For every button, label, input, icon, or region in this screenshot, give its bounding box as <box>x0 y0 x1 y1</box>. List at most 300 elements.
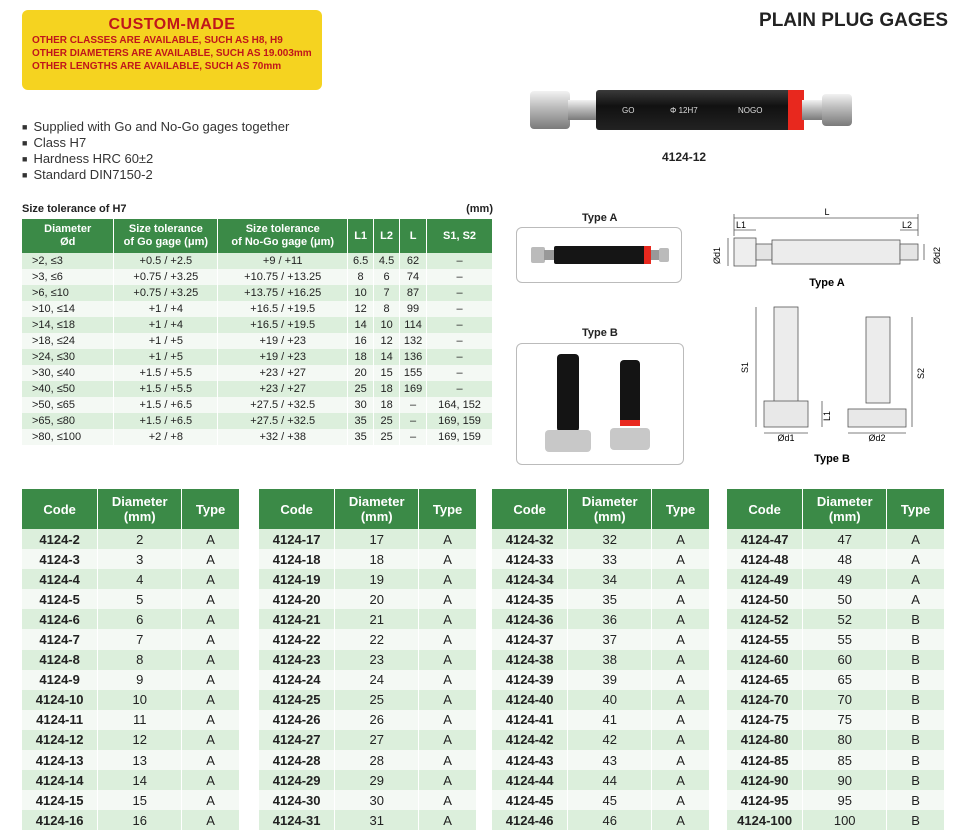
code-row <box>22 730 240 750</box>
tolerance-cell-nogo: +23 / +27 <box>218 365 348 381</box>
code-cell-dia: 28 <box>335 750 419 770</box>
code-row <box>727 690 945 710</box>
code-cell-dia: 34 <box>568 569 652 589</box>
code-cell-dia: 75 <box>803 710 887 730</box>
code-row <box>259 750 477 770</box>
code-cell-code: 4124-29 <box>259 770 335 790</box>
code-cell-dia: 44 <box>568 770 652 790</box>
code-cell-dia: 3 <box>98 549 182 569</box>
code-cell-dia: 30 <box>335 790 419 810</box>
code-row <box>22 589 240 609</box>
tolerance-cell-go: +1.5 / +6.5 <box>114 413 218 429</box>
dim-s2: S2 <box>916 367 926 379</box>
tolerance-cell-l: – <box>400 413 427 429</box>
code-row <box>727 569 945 589</box>
tolerance-cell-l1: 18 <box>348 349 374 365</box>
code-cell-type: B <box>887 770 945 790</box>
tolerance-cell-s: 169, 159 <box>427 413 493 429</box>
header-type: Type <box>887 489 945 529</box>
tolerance-cell-l1: 10 <box>348 285 374 301</box>
code-cell-code: 4124-18 <box>259 549 335 569</box>
code-cell-code: 4124-22 <box>259 629 335 649</box>
code-cell-dia: 17 <box>335 529 419 549</box>
code-cell-code: 4124-41 <box>492 710 568 730</box>
tolerance-cell-nogo: +19 / +23 <box>218 349 348 365</box>
code-cell-type: A <box>652 589 710 609</box>
code-row <box>492 609 710 629</box>
tolerance-cell-nogo: +27.5 / +32.5 <box>218 413 348 429</box>
code-cell-code: 4124-7 <box>22 629 98 649</box>
code-row <box>259 609 477 629</box>
code-row <box>492 650 710 670</box>
custom-made-line: OTHER CLASSES ARE AVAILABLE, SUCH AS H8, H9 <box>32 35 283 46</box>
code-cell-code: 4124-25 <box>259 690 335 710</box>
code-cell-code: 4124-20 <box>259 589 335 609</box>
code-row <box>492 690 710 710</box>
code-cell-code: 4124-47 <box>727 529 803 549</box>
tolerance-title: Size tolerance of H7 <box>22 203 127 215</box>
code-row <box>727 589 945 609</box>
code-cell-type: A <box>182 710 240 730</box>
tolerance-cell-nogo: +13.75 / +16.25 <box>218 285 348 301</box>
code-cell-type: A <box>182 549 240 569</box>
code-cell-code: 4124-9 <box>22 670 98 690</box>
tolerance-cell-s: – <box>427 317 493 333</box>
tolerance-cell-l2: 18 <box>374 397 400 413</box>
tolerance-unit: (mm) <box>466 203 493 215</box>
tolerance-cell-l2: 15 <box>374 365 400 381</box>
code-cell-dia: 22 <box>335 629 419 649</box>
code-cell-dia: 7 <box>98 629 182 649</box>
code-cell-code: 4124-3 <box>22 549 98 569</box>
header-diameter: Diameter Ød <box>22 219 114 253</box>
tolerance-cell-l: – <box>400 429 427 445</box>
tolerance-cell-go: +1 / +5 <box>114 349 218 365</box>
code-cell-dia: 26 <box>335 710 419 730</box>
code-row <box>259 790 477 810</box>
code-cell-dia: 55 <box>803 629 887 649</box>
code-cell-code: 4124-30 <box>259 790 335 810</box>
code-table-3 <box>492 489 710 830</box>
code-cell-type: A <box>652 690 710 710</box>
code-cell-dia: 6 <box>98 609 182 629</box>
code-cell-code: 4124-34 <box>492 569 568 589</box>
code-cell-type: A <box>652 569 710 589</box>
header-type: Type <box>182 489 240 529</box>
code-cell-type: B <box>887 690 945 710</box>
code-cell-dia: 43 <box>568 750 652 770</box>
tolerance-cell-go: +1.5 / +5.5 <box>114 365 218 381</box>
code-cell-dia: 95 <box>803 790 887 810</box>
code-row <box>259 549 477 569</box>
tolerance-row <box>22 285 493 301</box>
code-cell-type: A <box>419 810 477 830</box>
code-cell-type: A <box>182 569 240 589</box>
code-cell-dia: 46 <box>568 810 652 830</box>
code-cell-dia: 31 <box>335 810 419 830</box>
code-row <box>492 569 710 589</box>
code-cell-code: 4124-5 <box>22 589 98 609</box>
code-table-1 <box>22 489 240 830</box>
code-cell-type: A <box>182 529 240 549</box>
code-row <box>259 770 477 790</box>
code-cell-code: 4124-40 <box>492 690 568 710</box>
code-cell-code: 4124-16 <box>22 810 98 830</box>
custom-made-banner <box>22 10 322 90</box>
code-cell-type: A <box>887 529 945 549</box>
code-cell-code: 4124-100 <box>727 810 803 830</box>
code-cell-code: 4124-15 <box>22 790 98 810</box>
tolerance-cell-l1: 30 <box>348 397 374 413</box>
code-cell-code: 4124-80 <box>727 730 803 750</box>
header-code: Code <box>259 489 335 529</box>
code-cell-type: A <box>419 629 477 649</box>
tolerance-cell-go: +0.75 / +3.25 <box>114 285 218 301</box>
tolerance-cell-nogo: +16.5 / +19.5 <box>218 301 348 317</box>
tolerance-cell-l1: 16 <box>348 333 374 349</box>
code-table-2 <box>259 489 477 830</box>
code-cell-type: A <box>419 770 477 790</box>
code-cell-type: A <box>652 810 710 830</box>
code-cell-code: 4124-12 <box>22 730 98 750</box>
size-label: Φ 12H7 <box>670 106 698 115</box>
code-row <box>259 710 477 730</box>
code-cell-dia: 20 <box>335 589 419 609</box>
code-cell-code: 4124-10 <box>22 690 98 710</box>
feature-item: ■ Standard DIN7150-2 <box>22 167 289 183</box>
code-cell-dia: 65 <box>803 670 887 690</box>
code-row <box>259 650 477 670</box>
code-cell-type: A <box>182 670 240 690</box>
code-cell-type: B <box>887 609 945 629</box>
code-cell-code: 4124-75 <box>727 710 803 730</box>
code-cell-code: 4124-38 <box>492 650 568 670</box>
tolerance-cell-l2: 7 <box>374 285 400 301</box>
code-cell-type: A <box>652 670 710 690</box>
code-row <box>727 609 945 629</box>
page-title: PLAIN PLUG GAGES <box>759 10 948 31</box>
tolerance-cell-go: +1 / +4 <box>114 301 218 317</box>
code-cell-dia: 49 <box>803 569 887 589</box>
code-cell-type: A <box>182 790 240 810</box>
code-row <box>492 629 710 649</box>
code-cell-code: 4124-35 <box>492 589 568 609</box>
code-row <box>22 710 240 730</box>
tolerance-cell-s: – <box>427 285 493 301</box>
code-cell-dia: 40 <box>568 690 652 710</box>
code-cell-type: A <box>182 629 240 649</box>
code-cell-code: 4124-26 <box>259 710 335 730</box>
header-l2: L2 <box>374 219 400 253</box>
code-cell-dia: 100 <box>803 810 887 830</box>
code-cell-type: A <box>887 589 945 609</box>
header-s: S1, S2 <box>427 219 493 253</box>
code-row <box>259 690 477 710</box>
code-cell-dia: 38 <box>568 650 652 670</box>
code-cell-code: 4124-42 <box>492 730 568 750</box>
code-cell-type: A <box>182 690 240 710</box>
code-cell-type: A <box>419 710 477 730</box>
code-cell-dia: 21 <box>335 609 419 629</box>
header-l1: L1 <box>348 219 374 253</box>
code-cell-code: 4124-70 <box>727 690 803 710</box>
code-row <box>22 690 240 710</box>
code-row <box>259 589 477 609</box>
code-cell-code: 4124-28 <box>259 750 335 770</box>
code-row <box>22 790 240 810</box>
tolerance-row <box>22 429 493 445</box>
tolerance-cell-s: – <box>427 365 493 381</box>
plug-gage-image <box>530 88 852 132</box>
tolerance-row <box>22 365 493 381</box>
code-cell-dia: 41 <box>568 710 652 730</box>
product-code: 4124-12 <box>662 150 707 164</box>
tolerance-cell-l1: 14 <box>348 317 374 333</box>
code-row <box>22 569 240 589</box>
code-cell-code: 4124-17 <box>259 529 335 549</box>
code-cell-type: A <box>182 650 240 670</box>
tolerance-cell-dia: >6, ≤10 <box>22 285 114 301</box>
type-a-drawing-label: Type A <box>809 277 845 289</box>
tolerance-row <box>22 253 493 269</box>
tolerance-cell-go: +0.5 / +2.5 <box>114 253 218 269</box>
code-cell-code: 4124-36 <box>492 609 568 629</box>
code-cell-dia: 13 <box>98 750 182 770</box>
code-row <box>727 629 945 649</box>
tolerance-cell-dia: >24, ≤30 <box>22 349 114 365</box>
code-cell-type: A <box>652 770 710 790</box>
code-cell-type: B <box>887 750 945 770</box>
code-row <box>492 790 710 810</box>
code-cell-code: 4124-6 <box>22 609 98 629</box>
code-cell-type: A <box>182 810 240 830</box>
tolerance-cell-l: 87 <box>400 285 427 301</box>
code-cell-dia: 19 <box>335 569 419 589</box>
tolerance-cell-l1: 25 <box>348 381 374 397</box>
code-cell-type: A <box>652 609 710 629</box>
type-b-photo-label: Type B <box>582 327 618 339</box>
code-row <box>727 650 945 670</box>
code-cell-type: A <box>182 609 240 629</box>
tolerance-row <box>22 381 493 397</box>
code-cell-type: A <box>887 569 945 589</box>
code-cell-dia: 39 <box>568 670 652 690</box>
code-cell-code: 4124-13 <box>22 750 98 770</box>
code-cell-code: 4124-46 <box>492 810 568 830</box>
code-cell-type: A <box>652 529 710 549</box>
code-cell-dia: 5 <box>98 589 182 609</box>
tolerance-cell-l: 74 <box>400 269 427 285</box>
code-cell-type: A <box>182 750 240 770</box>
tolerance-cell-l: 169 <box>400 381 427 397</box>
code-cell-type: B <box>887 650 945 670</box>
tolerance-cell-s: – <box>427 301 493 317</box>
tolerance-cell-s: 164, 152 <box>427 397 493 413</box>
code-table-4 <box>727 489 945 830</box>
tolerance-cell-dia: >30, ≤40 <box>22 365 114 381</box>
tolerance-cell-go: +1 / +5 <box>114 333 218 349</box>
tolerance-cell-l2: 8 <box>374 301 400 317</box>
tolerance-cell-dia: >10, ≤14 <box>22 301 114 317</box>
code-cell-type: A <box>652 549 710 569</box>
tolerance-cell-l1: 8 <box>348 269 374 285</box>
code-cell-code: 4124-95 <box>727 790 803 810</box>
code-cell-type: B <box>887 629 945 649</box>
code-row <box>727 710 945 730</box>
code-row <box>492 710 710 730</box>
tolerance-cell-l2: 10 <box>374 317 400 333</box>
code-cell-code: 4124-19 <box>259 569 335 589</box>
tolerance-cell-go: +0.75 / +3.25 <box>114 269 218 285</box>
code-row <box>22 650 240 670</box>
code-cell-type: A <box>419 589 477 609</box>
code-cell-code: 4124-32 <box>492 529 568 549</box>
code-cell-type: A <box>652 750 710 770</box>
feature-item: ■ Supplied with Go and No-Go gages together <box>22 119 289 135</box>
tolerance-cell-l1: 20 <box>348 365 374 381</box>
tolerance-row <box>22 301 493 317</box>
code-row <box>22 529 240 549</box>
tolerance-cell-l: 132 <box>400 333 427 349</box>
header-diameter: Diameter (mm) <box>803 489 887 529</box>
code-cell-code: 4124-33 <box>492 549 568 569</box>
header-l: L <box>400 219 427 253</box>
code-cell-dia: 70 <box>803 690 887 710</box>
code-cell-type: A <box>419 750 477 770</box>
code-cell-dia: 85 <box>803 750 887 770</box>
code-cell-dia: 15 <box>98 790 182 810</box>
tolerance-cell-go: +1.5 / +5.5 <box>114 381 218 397</box>
code-cell-dia: 60 <box>803 650 887 670</box>
code-cell-code: 4124-50 <box>727 589 803 609</box>
code-cell-code: 4124-39 <box>492 670 568 690</box>
code-cell-dia: 35 <box>568 589 652 609</box>
code-cell-dia: 50 <box>803 589 887 609</box>
dim-l: L <box>824 207 830 217</box>
code-cell-dia: 33 <box>568 549 652 569</box>
code-row <box>727 730 945 750</box>
code-cell-code: 4124-8 <box>22 650 98 670</box>
code-cell-code: 4124-65 <box>727 670 803 690</box>
code-cell-code: 4124-2 <box>22 529 98 549</box>
tolerance-cell-l2: 25 <box>374 429 400 445</box>
dim-l2: L2 <box>902 220 913 230</box>
dim-d2: Ød2 <box>932 246 942 264</box>
header-type: Type <box>419 489 477 529</box>
code-cell-type: A <box>419 609 477 629</box>
code-row <box>727 529 945 549</box>
custom-made-line: OTHER DIAMETERS ARE AVAILABLE, SUCH AS 19.003mm <box>32 48 312 59</box>
code-row <box>727 670 945 690</box>
code-row <box>259 569 477 589</box>
feature-item: ■ Hardness HRC 60±2 <box>22 151 289 167</box>
code-cell-type: B <box>887 670 945 690</box>
code-cell-dia: 18 <box>335 549 419 569</box>
code-cell-code: 4124-44 <box>492 770 568 790</box>
tolerance-cell-s: – <box>427 333 493 349</box>
code-cell-dia: 47 <box>803 529 887 549</box>
code-cell-code: 4124-45 <box>492 790 568 810</box>
tolerance-cell-dia: >2, ≤3 <box>22 253 114 269</box>
tolerance-cell-go: +1 / +4 <box>114 317 218 333</box>
tolerance-cell-go: +2 / +8 <box>114 429 218 445</box>
code-cell-dia: 23 <box>335 650 419 670</box>
header-type: Type <box>652 489 710 529</box>
code-cell-dia: 11 <box>98 710 182 730</box>
tolerance-cell-l: 136 <box>400 349 427 365</box>
code-cell-dia: 37 <box>568 629 652 649</box>
code-cell-dia: 25 <box>335 690 419 710</box>
tolerance-cell-l2: 14 <box>374 349 400 365</box>
tolerance-row <box>22 317 493 333</box>
tolerance-cell-dia: >14, ≤18 <box>22 317 114 333</box>
code-cell-dia: 52 <box>803 609 887 629</box>
type-b-drawing-label: Type B <box>814 453 850 465</box>
code-cell-code: 4124-37 <box>492 629 568 649</box>
code-row <box>259 730 477 750</box>
code-cell-type: B <box>887 730 945 750</box>
code-row <box>22 810 240 830</box>
tolerance-row <box>22 269 493 285</box>
code-cell-type: A <box>419 650 477 670</box>
tolerance-cell-nogo: +9 / +11 <box>218 253 348 269</box>
tolerance-cell-s: – <box>427 349 493 365</box>
code-cell-dia: 36 <box>568 609 652 629</box>
code-cell-type: A <box>419 549 477 569</box>
code-cell-type: A <box>419 730 477 750</box>
code-cell-dia: 29 <box>335 770 419 790</box>
code-cell-code: 4124-52 <box>727 609 803 629</box>
code-cell-dia: 27 <box>335 730 419 750</box>
tolerance-cell-s: – <box>427 253 493 269</box>
code-cell-type: A <box>652 790 710 810</box>
header-diameter: Diameter (mm) <box>335 489 419 529</box>
tolerance-cell-nogo: +23 / +27 <box>218 381 348 397</box>
code-cell-dia: 90 <box>803 770 887 790</box>
go-label: GO <box>622 106 635 115</box>
code-cell-code: 4124-31 <box>259 810 335 830</box>
code-cell-code: 4124-11 <box>22 710 98 730</box>
tolerance-cell-l2: 25 <box>374 413 400 429</box>
code-row <box>22 549 240 569</box>
header-code: Code <box>22 489 98 529</box>
tolerance-cell-l2: 6 <box>374 269 400 285</box>
tolerance-cell-s: – <box>427 269 493 285</box>
tolerance-cell-nogo: +10.75 / +13.25 <box>218 269 348 285</box>
code-cell-code: 4124-55 <box>727 629 803 649</box>
code-cell-dia: 14 <box>98 770 182 790</box>
tolerance-cell-nogo: +19 / +23 <box>218 333 348 349</box>
code-cell-dia: 10 <box>98 690 182 710</box>
code-row <box>259 629 477 649</box>
code-cell-code: 4124-48 <box>727 549 803 569</box>
code-cell-code: 4124-4 <box>22 569 98 589</box>
code-cell-type: A <box>419 790 477 810</box>
type-b-photo <box>516 343 684 465</box>
dim-d2: Ød2 <box>868 433 886 443</box>
nogo-label: NOGO <box>738 106 763 115</box>
code-cell-type: A <box>182 589 240 609</box>
tolerance-cell-dia: >3, ≤6 <box>22 269 114 285</box>
tolerance-cell-dia: >50, ≤65 <box>22 397 114 413</box>
code-row <box>22 609 240 629</box>
tolerance-cell-l1: 6.5 <box>348 253 374 269</box>
tolerance-caption <box>22 203 493 215</box>
code-cell-code: 4124-85 <box>727 750 803 770</box>
header-code: Code <box>727 489 803 529</box>
tolerance-cell-s: 169, 159 <box>427 429 493 445</box>
code-row <box>727 549 945 569</box>
